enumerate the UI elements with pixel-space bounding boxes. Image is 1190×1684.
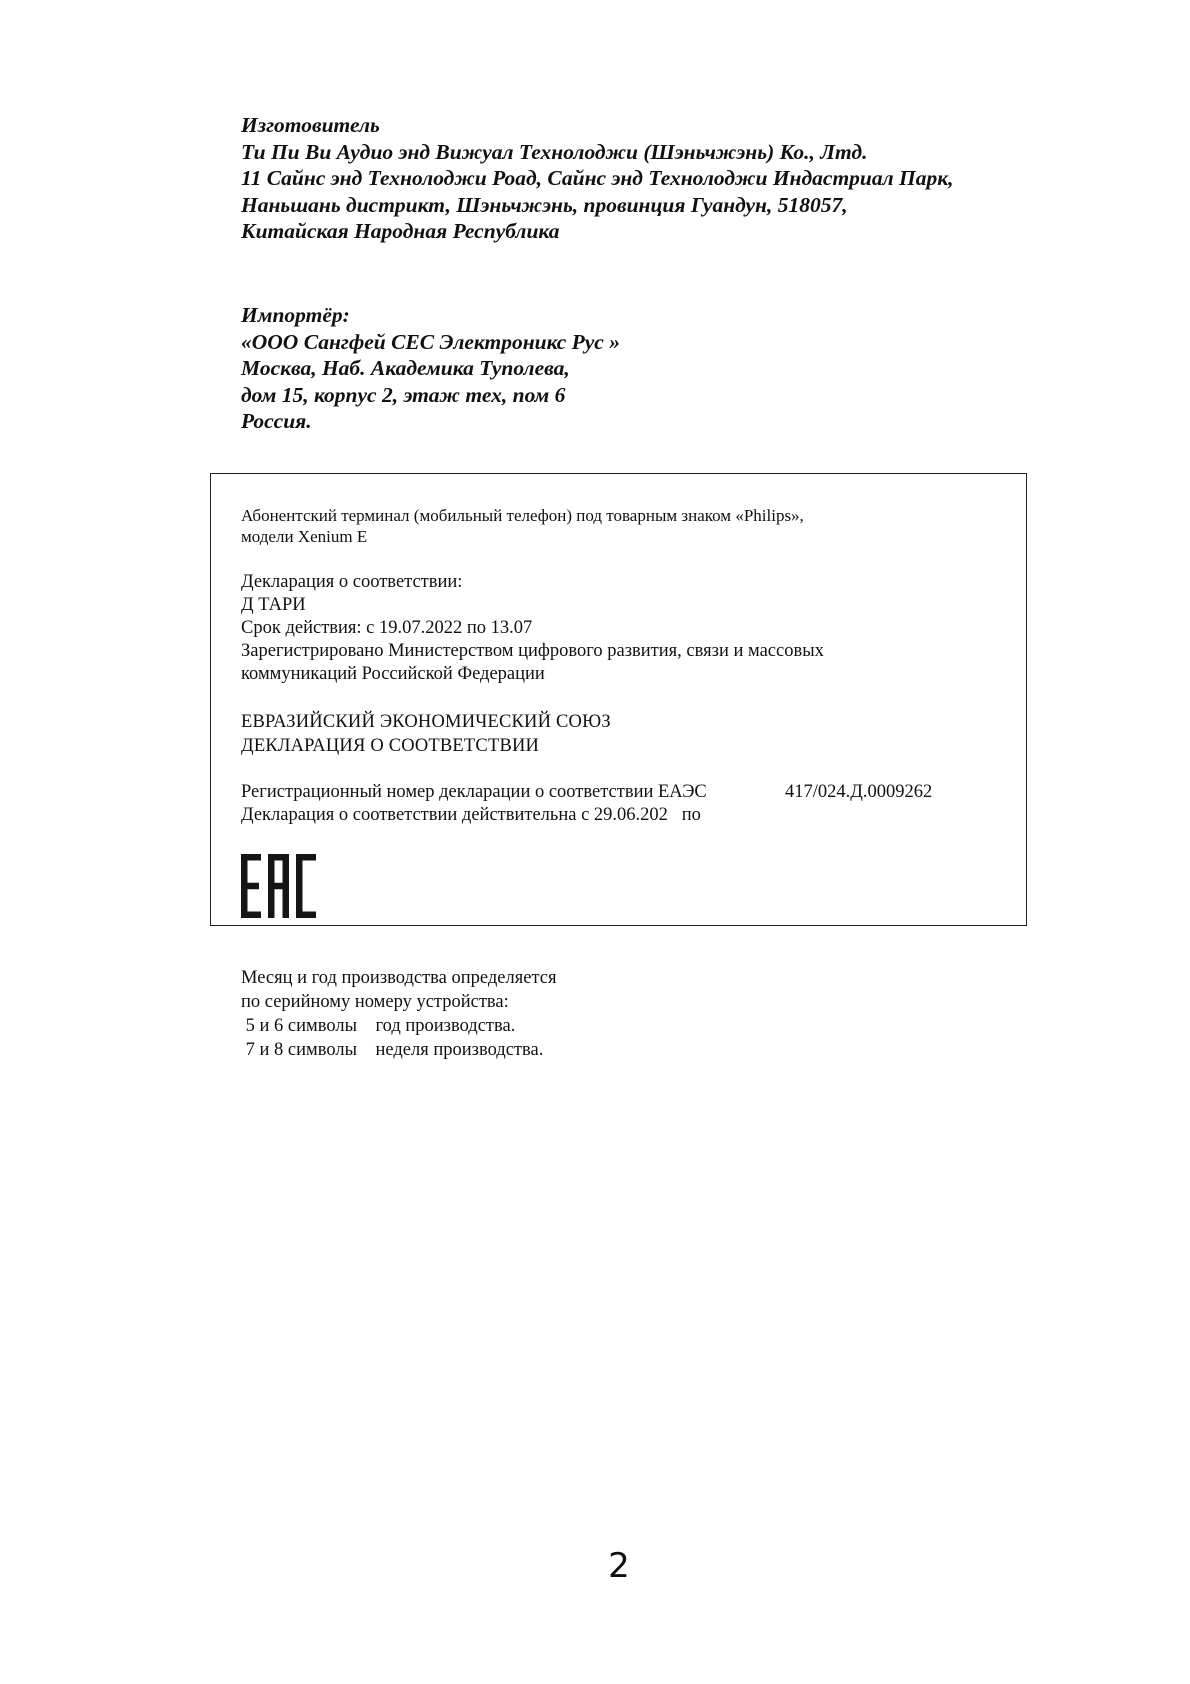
importer-address-line: дом 15, корпус 2, этаж тех, пом 6 xyxy=(241,382,566,407)
importer-name: «ООО Сангфей СЕС Электроникс Рус » xyxy=(241,329,620,354)
production-info xyxy=(241,966,556,1062)
eac-mark-icon xyxy=(241,854,321,923)
registration-validity: Декларация о соответствии действительна с 29.06.202 по xyxy=(241,805,701,825)
manufacturer-address-line: Наньшань дистрикт, Шэньчжэнь, провинция Гуандун, 518057, xyxy=(241,192,848,217)
manufacturer-address-line: 11 Сайнс энд Технолоджи Роад, Сайнс энд Технолоджи Индастриал Парк, xyxy=(241,166,954,190)
production-info-line: Месяц и год производства определяется xyxy=(241,968,557,988)
manufacturer-heading: Изготовитель xyxy=(241,113,380,137)
manufacturer-name: Ти Пи Ви Аудио энд Вижуал Технолоджи (Шэньчжэнь) Ко., Лтд. xyxy=(241,139,868,164)
registration-line xyxy=(241,781,933,804)
conformity-validity: Срок действия: с 19.07.2022 по 13.07 xyxy=(241,618,533,638)
eaeu-heading xyxy=(241,710,611,758)
eac-mark-svg xyxy=(241,854,321,918)
eaeu-declaration-title: ДЕКЛАРАЦИЯ О СООТВЕТСТВИИ xyxy=(241,736,540,756)
product-description xyxy=(241,505,804,547)
importer-section xyxy=(241,302,620,435)
importer-heading: Импортёр: xyxy=(241,303,350,327)
registration-number: 417/024.Д.0009262 xyxy=(785,782,933,802)
declaration-box xyxy=(210,473,1027,926)
importer-country: Россия. xyxy=(241,409,312,433)
importer-address-line: Москва, Наб. Академика Туполева, xyxy=(241,356,570,380)
production-week-rule: 7 и 8 символы неделя производства. xyxy=(241,1040,544,1060)
page-number: 2 xyxy=(608,1546,630,1586)
product-description-line: Абонентский терминал (мобильный телефон) под товарным знаком «Philips», xyxy=(241,506,804,525)
eaeu-union-title: ЕВРАЗИЙСКИЙ ЭКОНОМИЧЕСКИЙ СОЮЗ xyxy=(241,712,611,732)
production-year-rule: 5 и 6 символы год производства. xyxy=(241,1016,516,1036)
registration-info xyxy=(241,781,933,827)
manufacturer-country: Китайская Народная Республика xyxy=(241,219,560,243)
conformity-registered-by: Зарегистрировано Министерством цифрового развития, связи и массовых xyxy=(241,641,824,661)
manufacturer-section xyxy=(241,112,954,245)
registration-label: Регистрационный номер декларации о соответствии ЕАЭС xyxy=(241,782,707,802)
product-model-line: модели Xenium E xyxy=(241,527,368,546)
conformity-declaration xyxy=(241,571,824,686)
conformity-heading: Декларация о соответствии: xyxy=(241,572,463,592)
conformity-registered-by: коммуникаций Российской Федерации xyxy=(241,664,545,684)
conformity-code: Д ТАРИ xyxy=(241,595,306,615)
production-info-line: по серийному номеру устройства: xyxy=(241,992,509,1012)
